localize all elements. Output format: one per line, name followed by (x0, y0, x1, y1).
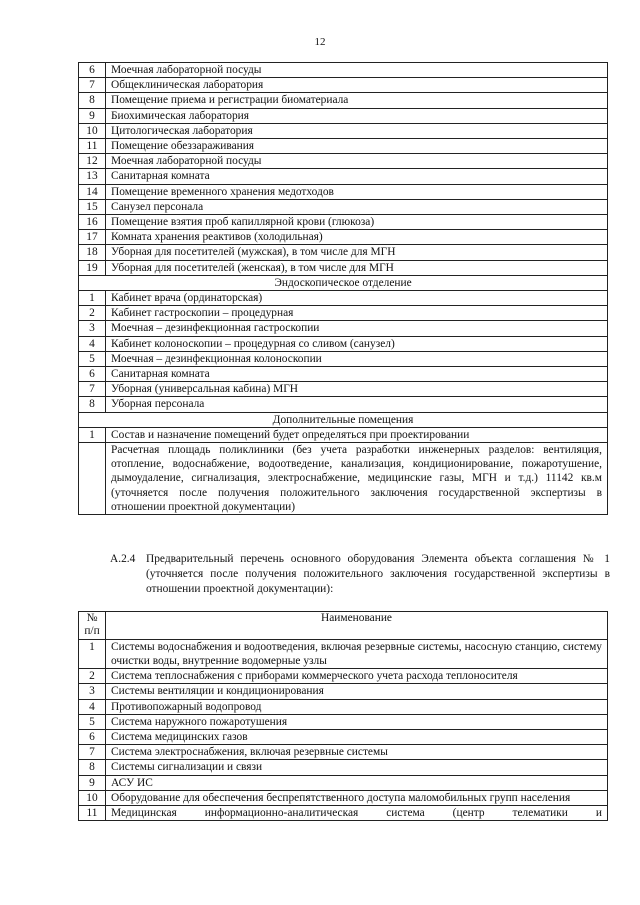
table-row (79, 306, 608, 321)
table-row (79, 291, 608, 306)
equipment-name: Система медицинских газов (106, 730, 608, 745)
row-number: 8 (79, 397, 106, 412)
row-number: 16 (79, 215, 106, 230)
table-row (79, 351, 608, 366)
table-row (79, 790, 608, 805)
page-number: 12 (314, 36, 326, 48)
room-name: Моечная – дезинфекционная колоноскопии (106, 351, 608, 366)
row-number: 1 (79, 639, 106, 668)
row-number: 2 (79, 669, 106, 684)
room-name: Санитарная комната (106, 367, 608, 382)
row-number: 4 (79, 336, 106, 351)
section-title-additional: Дополнительные помещения (79, 412, 608, 427)
row-number: 6 (79, 63, 106, 78)
table-row (79, 775, 608, 790)
section-title-endoscopy: Эндоскопическое отделение (79, 275, 608, 290)
equipment-name: Медицинская информационно-аналитическая система (центр телематики и (106, 806, 608, 821)
rooms-table (78, 62, 608, 515)
table-row (79, 154, 608, 169)
section-header-row (79, 412, 608, 427)
row-number: 3 (79, 684, 106, 699)
table-row (79, 367, 608, 382)
room-name: Помещение временного хранения медотходов (106, 184, 608, 199)
room-name: Биохимическая лаборатория (106, 108, 608, 123)
table-row (79, 63, 608, 78)
table-row (79, 230, 608, 245)
equipment-name: Противопожарный водопровод (106, 699, 608, 714)
table-row (79, 684, 608, 699)
table-row (79, 199, 608, 214)
table-header-row (79, 612, 608, 640)
table-row (79, 78, 608, 93)
row-number: 5 (79, 714, 106, 729)
room-name: Общеклиническая лаборатория (106, 78, 608, 93)
table-row (79, 139, 608, 154)
table-row (79, 745, 608, 760)
row-number: 15 (79, 199, 106, 214)
table-row (79, 93, 608, 108)
table-row (79, 321, 608, 336)
table-row (79, 245, 608, 260)
row-number: 11 (79, 139, 106, 154)
row-number: 19 (79, 260, 106, 275)
row-number: 6 (79, 730, 106, 745)
table-row (79, 669, 608, 684)
room-name: Кабинет врача (ординаторская) (106, 291, 608, 306)
table-row (79, 639, 608, 668)
table-row (79, 382, 608, 397)
row-number: 1 (79, 427, 106, 442)
room-name: Моечная лабораторной посуды (106, 154, 608, 169)
row-number: 14 (79, 184, 106, 199)
room-name: Помещение обеззараживания (106, 139, 608, 154)
equipment-name: Система теплоснабжения с приборами коммерческого учета расхода теплоносителя (106, 669, 608, 684)
room-name: Санитарная комната (106, 169, 608, 184)
row-number: 6 (79, 367, 106, 382)
row-number: 9 (79, 775, 106, 790)
room-name: Моечная лабораторной посуды (106, 63, 608, 78)
row-number: 9 (79, 108, 106, 123)
note-text: Предварительный перечень основного оборудования Элемента объекта соглашения № 1 (уточняется после получения положительного заключения государственной экспертизы в отношении проектной документации): (146, 553, 610, 595)
row-number: 18 (79, 245, 106, 260)
table-row (79, 730, 608, 745)
room-name: Моечная – дезинфекционная гастроскопии (106, 321, 608, 336)
table-row (79, 336, 608, 351)
row-number: 11 (79, 806, 106, 821)
room-name: Уборная персонала (106, 397, 608, 412)
row-number: 1 (79, 291, 106, 306)
table-row (79, 714, 608, 729)
row-number: 10 (79, 790, 106, 805)
table-row (79, 397, 608, 412)
room-name: Уборная для посетителей (мужская), в том числе для МГН (106, 245, 608, 260)
table-row (79, 215, 608, 230)
header-name: Наименование (106, 612, 608, 640)
row-number: 2 (79, 306, 106, 321)
equipment-name: Системы водоснабжения и водоотведения, включая резервные системы, насосную станцию, систему очистки воды, внутренние водомерные узлы (106, 639, 608, 668)
table-row (79, 184, 608, 199)
table-row (79, 260, 608, 275)
room-name: Состав и назначение помещений будет определяться при проектировании (106, 427, 608, 442)
row-number: 5 (79, 351, 106, 366)
room-name: Кабинет гастроскопии – процедурная (106, 306, 608, 321)
table-row (79, 427, 608, 442)
room-name: Санузел персонала (106, 199, 608, 214)
equipment-table (78, 611, 608, 821)
row-number: 10 (79, 123, 106, 138)
room-name: Уборная (универсальная кабина) МГН (106, 382, 608, 397)
row-number: 17 (79, 230, 106, 245)
row-number: 4 (79, 699, 106, 714)
note-number: А.2.4 (110, 553, 136, 565)
room-name: Комната хранения реактивов (холодильная) (106, 230, 608, 245)
room-name: Уборная для посетителей (женская), в том числе для МГН (106, 260, 608, 275)
section-header-row (79, 275, 608, 290)
table-row (79, 108, 608, 123)
header-number-line1: № (86, 612, 98, 624)
row-number: 8 (79, 760, 106, 775)
header-number (79, 612, 106, 640)
row-number: 7 (79, 382, 106, 397)
row-number: 7 (79, 78, 106, 93)
row-number: 13 (79, 169, 106, 184)
room-name: Помещение взятия проб капиллярной крови (глюкоза) (106, 215, 608, 230)
equipment-name: Система электроснабжения, включая резервные системы (106, 745, 608, 760)
area-text: Расчетная площадь поликлиники (без учета разработки инженерных разделов: вентиляция, отопление, водоснабжение, водоотведение, канализация, кондиционирование, пожаротушение, дымоудаление, сигнализация, электроснабжение, медицинские газы, МГН и т.д.) 11142 кв.м (уточняется после получения положительного заключения государственной экспертизы в отношении проектной документации) (106, 443, 608, 515)
header-number-line2: п/п (84, 625, 100, 638)
room-name: Помещение приема и регистрации биоматериала (106, 93, 608, 108)
table-row (79, 806, 608, 821)
empty-cell (79, 443, 106, 515)
room-name: Цитологическая лаборатория (106, 123, 608, 138)
table-row (79, 169, 608, 184)
table-row (79, 123, 608, 138)
equipment-name: АСУ ИС (106, 775, 608, 790)
room-name: Кабинет колоноскопии – процедурная со сливом (санузел) (106, 336, 608, 351)
row-number: 3 (79, 321, 106, 336)
table-row (79, 760, 608, 775)
section-note (110, 552, 610, 597)
equipment-name: Системы вентиляции и кондиционирования (106, 684, 608, 699)
row-number: 7 (79, 745, 106, 760)
equipment-name: Система наружного пожаротушения (106, 714, 608, 729)
row-number: 8 (79, 93, 106, 108)
row-number: 12 (79, 154, 106, 169)
area-row (79, 443, 608, 515)
table-row (79, 699, 608, 714)
equipment-name: Системы сигнализации и связи (106, 760, 608, 775)
equipment-name: Оборудование для обеспечения беспрепятственного доступа маломобильных групп населения (106, 790, 608, 805)
